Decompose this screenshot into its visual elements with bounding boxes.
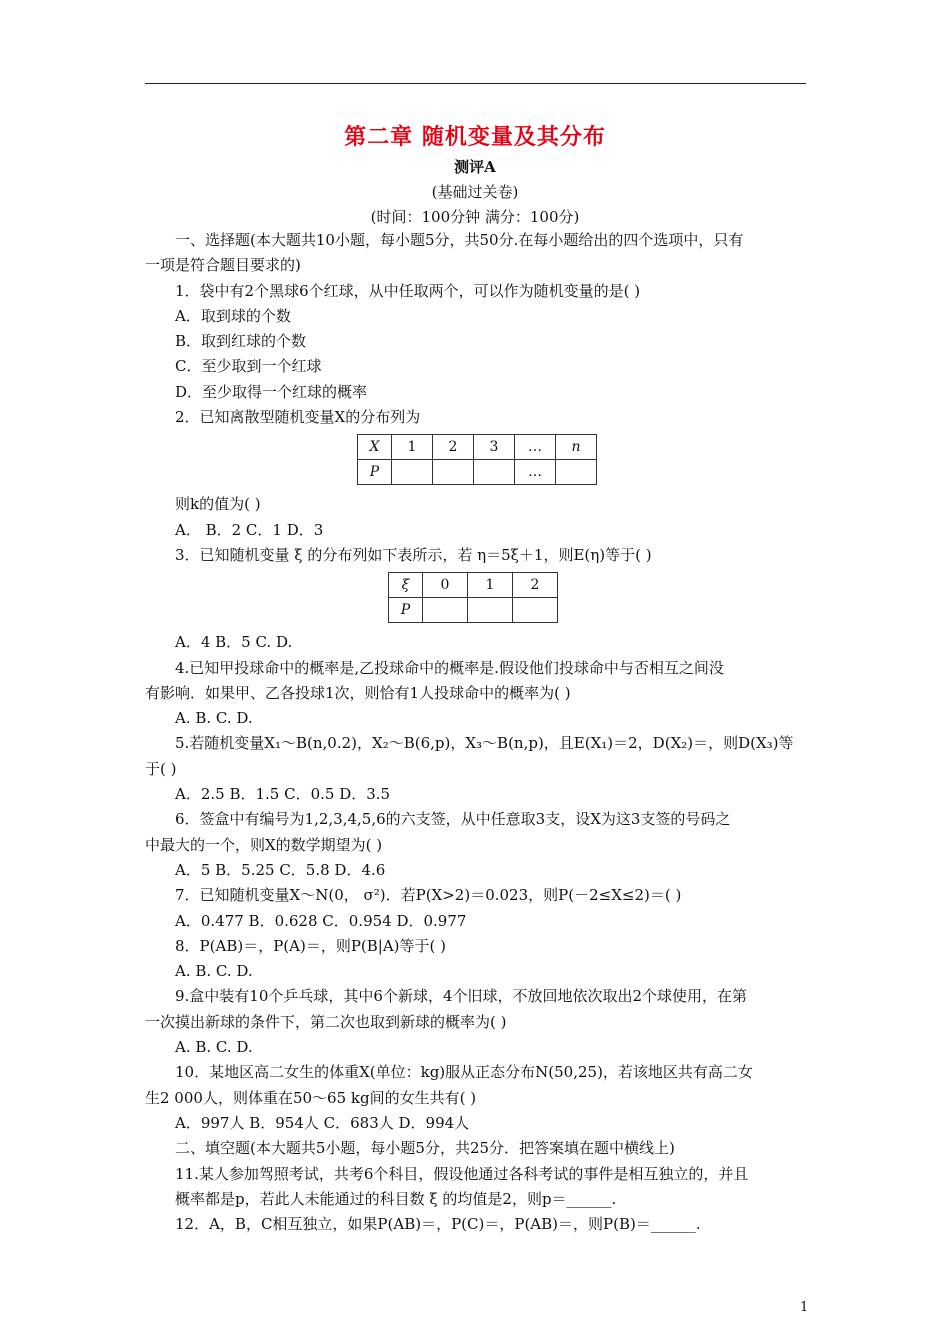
text-line: 10．某地区高二女生的体重X(单位：kg)服从正态分布N(50,25)，若该地区共有高二女 — [175, 1063, 753, 1082]
text-line: 有影响．如果甲、乙各投球1次，则恰有1人投球命中的概率为( ) — [145, 683, 571, 702]
text-line: A．0.477 B．0.628 C．0.954 D．0.977 — [175, 911, 467, 930]
text-line: 5.若随机变量X₁～B(n,0.2)，X₂～B(6,p)，X₃～B(n,p)，且E(X₁)＝2，D(X₂)＝，则D(X₃)等 — [175, 734, 794, 753]
distribution-table-2-wrap — [145, 572, 806, 630]
text-line: 6．签盒中有编号为1,2,3,4,5,6的六支签，从中任意取3支，设X为这3支签的号码之 — [175, 810, 731, 829]
table-cell: X — [358, 435, 392, 460]
distribution-table-1-wrap — [145, 434, 806, 492]
table-row — [389, 573, 558, 598]
text-line: A. B. C. D. — [175, 1038, 253, 1057]
test-subtitle: 测评A — [454, 158, 496, 176]
table-row — [358, 460, 597, 485]
table-cell: 3 — [474, 435, 515, 460]
text-line: B．取到红球的个数 — [175, 332, 307, 351]
table-row — [389, 598, 558, 623]
table-cell: n — [556, 435, 597, 460]
text-line: 1．袋中有2个黑球6个红球，从中任取两个，可以作为随机变量的是( ) — [175, 281, 641, 300]
text-line: 二、填空题(本大题共5小题，每小题5分，共25分．把答案填在题中横线上) — [175, 1139, 675, 1158]
text-line: C．至少取到一个红球 — [175, 357, 322, 376]
table-cell: P — [358, 460, 392, 485]
table-cell — [513, 598, 558, 623]
table-cell — [556, 460, 597, 485]
table-cell: 2 — [433, 435, 474, 460]
table-cell — [423, 598, 468, 623]
text-line: 生2 000人，则体重在50～65 kg间的女生共有( ) — [145, 1088, 477, 1107]
table-cell: P — [389, 598, 423, 623]
text-line: A．取到球的个数 — [175, 306, 291, 325]
page-number: 1 — [800, 1300, 809, 1315]
table-cell: … — [515, 460, 556, 485]
text-line: 7．已知随机变量X～N(0， σ²)．若P(X>2)＝0.023，则P(－2≤X≤2)＝( ) — [175, 886, 682, 905]
time-info: (时间：100分钟 满分：100分) — [370, 208, 580, 226]
header-rule — [145, 83, 806, 84]
text-line: D．至少取得一个红球的概率 — [175, 382, 368, 401]
table-cell: 0 — [423, 573, 468, 598]
distribution-table-2 — [388, 572, 558, 623]
table-cell: … — [515, 435, 556, 460]
text-line: 11.某人参加驾照考试，共考6个科目，假设他通过各科考试的事件是相互独立的，并且 — [175, 1164, 749, 1183]
text-line: 一、选择题(本大题共10小题，每小题5分，共50分.在每小题给出的四个选项中，只有 — [175, 231, 744, 249]
text-line: 中最大的一个，则X的数学期望为( ) — [145, 835, 383, 854]
question-block-c — [145, 630, 806, 1237]
text-line: A． B．2 C．1 D．3 — [175, 520, 324, 539]
question-block-b — [145, 492, 806, 568]
text-line: 一次摸出新球的条件下，第二次也取到新球的概率为( ) — [145, 1012, 507, 1031]
question-block-a — [145, 228, 806, 430]
text-line: 12．A，B，C相互独立，如果P(AB)＝，P(C)＝，P(AB)＝，则P(B)＝______. — [175, 1215, 701, 1234]
text-line: A．5 B．5.25 C．5.8 D．4.6 — [175, 860, 386, 879]
table-cell: 2 — [513, 573, 558, 598]
chapter-title: 第二章 随机变量及其分布 — [344, 124, 606, 150]
text-line: A. B. C. D. — [175, 962, 253, 981]
question-body — [145, 228, 806, 1237]
text-line: A. B. C. D. — [175, 709, 253, 728]
text-line: 4.已知甲投球命中的概率是,乙投球命中的概率是.假设他们投球命中与否相互之间没 — [175, 658, 724, 677]
text-line: 则k的值为( ) — [175, 495, 261, 514]
table-cell: ξ — [389, 573, 423, 598]
text-line: 3．已知随机变量 ξ 的分布列如下表所示，若 η＝5ξ＋1，则E(η)等于( ) — [175, 545, 652, 564]
table-row — [358, 435, 597, 460]
text-line: 概率都是p，若此人未能通过的科目数 ξ 的均值是2，则p＝______. — [175, 1189, 617, 1208]
text-line: A．2.5 B．1.5 C．0.5 D．3.5 — [175, 785, 391, 804]
text-line: A．997人 B．954人 C．683人 D．994人 — [175, 1113, 470, 1132]
table-cell — [468, 598, 513, 623]
text-line: 一项是符合题目要求的) — [145, 256, 301, 275]
distribution-table-1 — [357, 434, 597, 485]
table-cell — [474, 460, 515, 485]
table-cell: 1 — [392, 435, 433, 460]
table-cell — [392, 460, 433, 485]
text-line: A．4 B．5 C. D. — [175, 633, 293, 652]
volume-label: (基础过关卷) — [431, 183, 519, 201]
text-line: 8．P(AB)＝，P(A)＝，则P(B|A)等于( ) — [175, 936, 447, 955]
text-line: 2．已知离散型随机变量X的分布列为 — [175, 408, 421, 427]
text-line: 9.盒中装有10个乒乓球，其中6个新球，4个旧球，不放回地依次取出2个球使用，在第 — [175, 987, 748, 1006]
text-line: 于( ) — [145, 759, 177, 778]
table-cell — [433, 460, 474, 485]
table-cell: 1 — [468, 573, 513, 598]
